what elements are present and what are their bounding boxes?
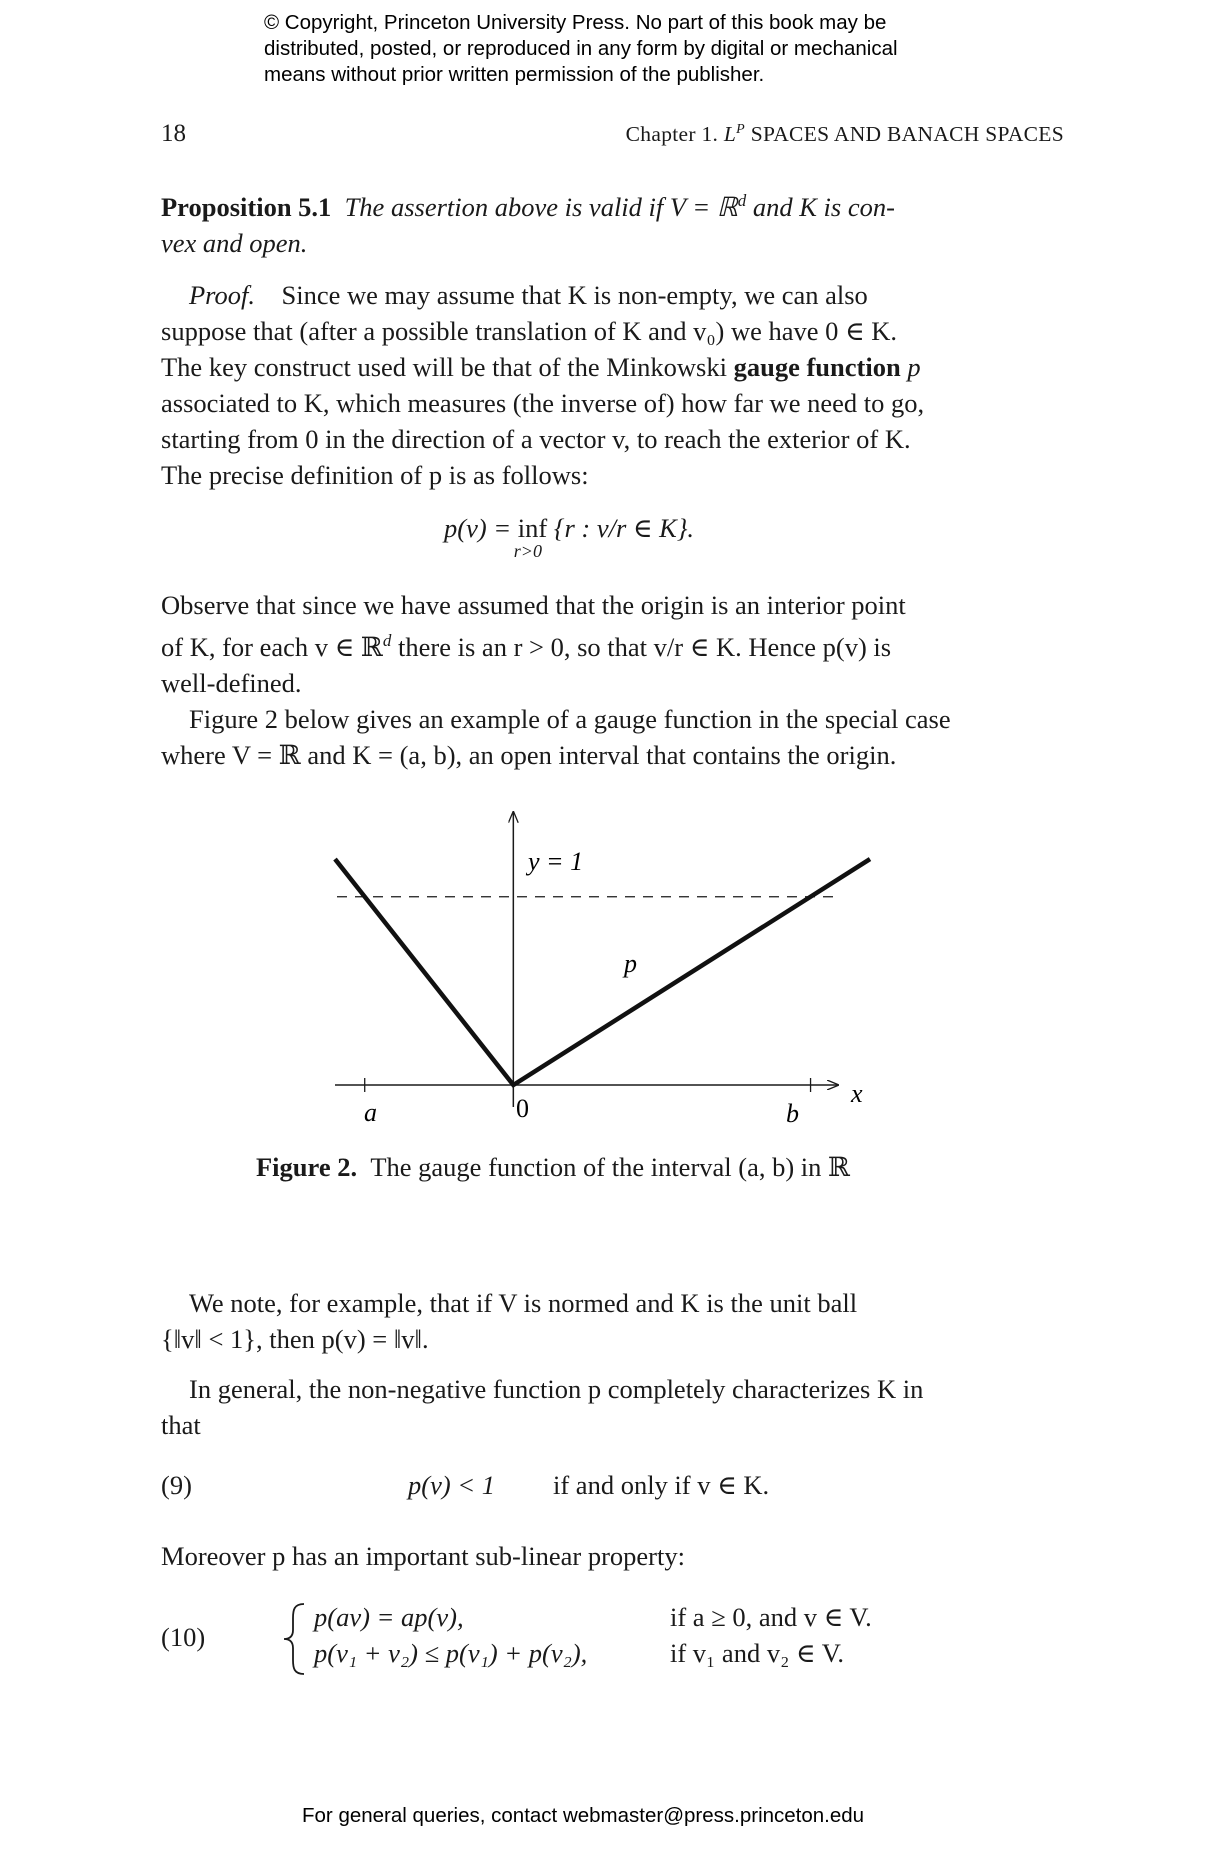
proof-label: Proof. (189, 280, 256, 310)
eq10-number: (10) (161, 1622, 206, 1652)
observe-line-1: Observe that since we have assumed that the origin is an interior point (161, 590, 906, 620)
observe-line-5: where V = ℝ and K = (a, b), an open interval that contains the origin. (161, 739, 897, 770)
eq10-row2-rhs: if v₁ and v₂ ∈ V. (670, 1638, 845, 1668)
chapter-title: SPACES AND BANACH SPACES (745, 122, 1064, 147)
proposition-label: Proposition 5.1 (161, 191, 332, 222)
gauge-function-term: gauge function (733, 352, 901, 382)
eq-sub: r>0 (513, 541, 542, 561)
observe-line-3: well-defined. (161, 667, 302, 698)
proof-line-4: associated to K, which measures (the inverse of) how far we need to go, (161, 388, 925, 418)
proof-line-6: The precise definition of p is as follows: (161, 460, 589, 490)
characterizes-paragraph (161, 1371, 1064, 1443)
tick-label-b: b (786, 1099, 799, 1128)
page-number: 18 (161, 120, 186, 147)
axis-label-x: x (851, 1079, 863, 1108)
eq-rhs: {r : v/r ∈ K}. (553, 513, 695, 543)
tick-label-a: a (364, 1098, 377, 1127)
proof-line-2: suppose that (after a possible translation of K and v₀) we have 0 ∈ K. (161, 316, 898, 346)
chapter-L: L (723, 122, 737, 147)
eq-inf: inf (517, 513, 548, 543)
figure-caption-label: Figure 2. (256, 1152, 358, 1182)
proof-line-3a: The key construct used will be that of the Minkowski (161, 352, 734, 382)
unit-ball-paragraph (161, 1285, 1064, 1357)
proposition-sup: d (737, 191, 747, 210)
eq-lhs: p(v) = (444, 513, 518, 543)
chapter-prefix: Chapter 1. (625, 122, 724, 147)
eq9-rhs: if and only if v ∈ K. (553, 1470, 770, 1500)
proposition-statement-c: vex and open. (161, 227, 308, 258)
copyright-line-3: means without prior written permission of the publisher. (264, 63, 765, 86)
observe-line-2-sup: d (382, 631, 392, 650)
footer-contact: For general queries, contact webmaster@press.princeton.edu (302, 1804, 865, 1827)
unit-ball-line-2: {‖v‖ < 1}, then p(v) = ‖v‖. (161, 1324, 429, 1354)
tick-label-0: 0 (516, 1094, 529, 1123)
chapter-p: P (736, 122, 746, 137)
proposition-statement-a: The assertion above is valid if V = ℝ (344, 191, 738, 222)
eq10-row1-rhs: if a ≥ 0, and v ∈ V. (670, 1602, 872, 1632)
observe-line-2a: of K, for each v ∈ ℝ (161, 631, 383, 662)
eq10-row1-lhs: p(av) = ap(v), (314, 1602, 464, 1632)
eq10-row2-lhs: p(v₁ + v₂) ≤ p(v₁) + p(v₂), (314, 1638, 588, 1668)
label-p: p (624, 949, 637, 978)
characterizes-line-1: In general, the non-negative function p completely characterizes K in (189, 1374, 924, 1404)
sublinear-intro (161, 1538, 1064, 1574)
unit-ball-line-1: We note, for example, that if V is normed and K is the unit ball (189, 1288, 858, 1318)
observe-line-2b: there is an r > 0, so that v/r ∈ K. Hence p(v) is (391, 631, 892, 662)
characterizes-line-2: that (161, 1410, 201, 1440)
proposition-statement-b: and K is con- (746, 191, 895, 222)
eq10-left-brace (280, 1600, 310, 1678)
gauge-function-line (335, 859, 870, 1085)
proof-line-3b: p (900, 352, 921, 382)
figure-caption-text: The gauge function of the interval (a, b) in ℝ (370, 1152, 851, 1182)
proof-line-5: starting from 0 in the direction of a vector v, to reach the exterior of K. (161, 424, 911, 454)
figure-caption (256, 1152, 850, 1183)
eq9-lhs: p(v) < 1 (408, 1470, 496, 1500)
observe-line-4: Figure 2 below gives an example of a gauge function in the special case (189, 703, 951, 734)
eq9-number: (9) (161, 1470, 192, 1500)
copyright-line-1: © Copyright, Princeton University Press. No part of this book may be (264, 11, 887, 34)
sublinear-intro-text: Moreover p has an important sub-linear property: (161, 1541, 685, 1571)
proof-line-1: Since we may assume that K is non-empty, we can also (281, 280, 868, 310)
copyright-line-2: distributed, posted, or reproduced in any form by digital or mechanical (264, 37, 898, 60)
label-y-equals-1: y = 1 (528, 847, 584, 876)
